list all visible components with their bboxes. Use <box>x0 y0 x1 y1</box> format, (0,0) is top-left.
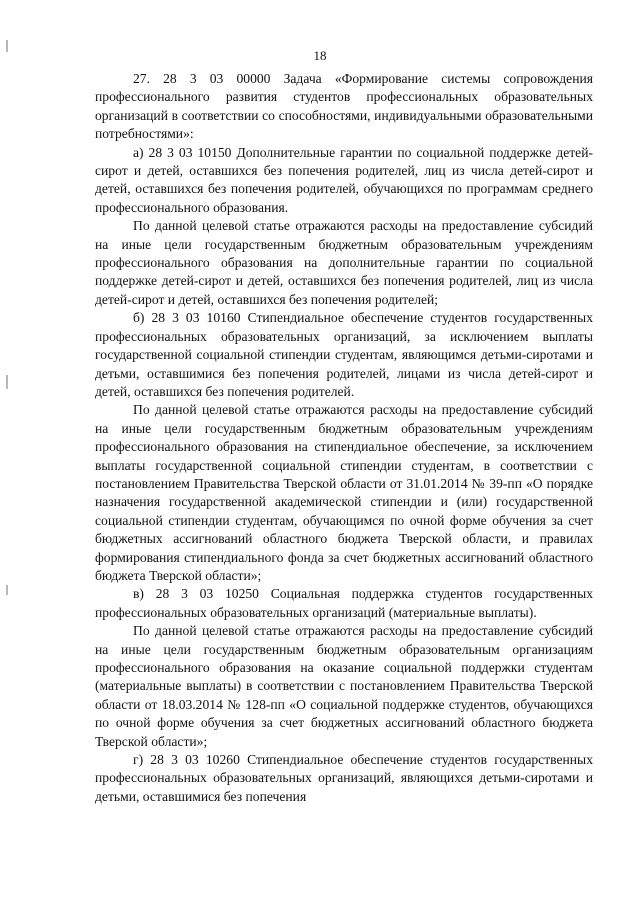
paragraph-item-a: а) 28 3 03 10150 Дополнительные гарантии по социальной поддержке детей-сирот и детей, оставшихся без попечения родителей, лиц из числа детей-сирот и детей, оставшихся без попечения родителей, обучающихся по программам среднего профессионального образования. <box>95 144 593 215</box>
document-body <box>95 70 593 806</box>
scan-margin-mark <box>6 375 8 389</box>
paragraph-task-27: 27. 28 3 03 00000 Задача «Формирование системы сопровождения профессионального развития студентов профессиональных образовательных организаций в соответствии со способностями, индивидуальными образовательными потребностями»: <box>95 71 593 142</box>
paragraph-item-b: б) 28 3 03 10160 Стипендиальное обеспечение студентов государственных профессиональных образовательных организаций, за исключением выплаты государственной социальной стипендии студентам, являющимся детьми-сиротами и детьми, оставшимися без попечения родителей, лицами из числа детей-сирот и детей, оставшихся без попечения родителей. <box>95 310 593 399</box>
page-number: 18 <box>313 48 327 63</box>
paragraph-item-g: г) 28 3 03 10260 Стипендиальное обеспечение студентов государственных профессиональных образовательных организаций, являющихся детьми-сиротами и детьми, оставшимися без попечения <box>95 752 593 804</box>
paragraph-item-v: в) 28 3 03 10250 Социальная поддержка студентов государственных профессиональных образовательных организаций (материальные выплаты). <box>95 586 593 620</box>
scan-margin-mark <box>6 40 8 52</box>
paragraph-description-a: По данной целевой статье отражаются расходы на предоставление субсидий на иные цели государственным бюджетным образовательным учреждениям профессионального образования на дополнительные гарантии по социальной поддержке детей-сирот и детей, оставшихся без попечения родителей, лиц из числа детей-сирот и детей, оставшихся без попечения родителей; <box>95 218 593 307</box>
paragraph-description-v: По данной целевой статье отражаются расходы на предоставление субсидий на иные цели государственным бюджетным образовательным организациям профессионального образования на оказание социальной поддержки студентам (материальные выплаты) в соответствии с постановлением Правительства Тверской области от 18.03.2014 № 128-пп «О социальной поддержке студентов, обучающихся по очной форме обучения за счет бюджетных ассигнований областного бюджета Тверской области»; <box>95 623 593 749</box>
paragraph-description-b: По данной целевой статье отражаются расходы на предоставление субсидий на иные цели государственным бюджетным образовательным учреждениям профессионального образования на стипендиальное обеспечение, за исключением выплаты государственной социальной стипендии студентам, в соответствии с постановлением Правительства Тверской области от 31.01.2014 № 39-пп «О порядке назначения государственной академической стипендии и (или) государственной социальной стипендии студентам, обучающимся по очной форме обучения за счет бюджетных ассигнований областного бюджета Тверской области, и правилах формирования стипендиального фонда за счет бюджетных ассигнований областного бюджета Тверской области»; <box>95 402 593 583</box>
scan-margin-mark <box>6 585 8 595</box>
